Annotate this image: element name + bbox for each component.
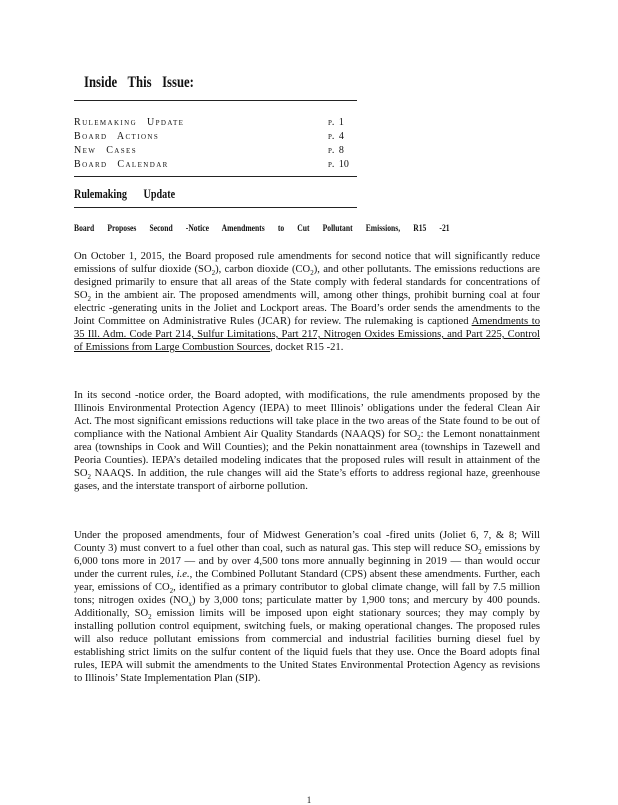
toc-item-page: p. 8 [328,145,344,156]
issue-title: Inside This Issue: [84,74,194,91]
toc-item-label: Board Actions [74,131,160,142]
toc-item-page: p. 1 [328,117,344,128]
article-paragraph: On October 1, 2015, the Board proposed rule amendments for second notice that will significantly reduce emissions of sulfur dioxide $(SO_2)$, carbon dioxide $(CO_2)$, and other pollutants. The emissions reductions are designed primarily to ensure that all areas of the State comply with federal standards for concentrations of $SO_2$ in the ambient air. The proposed amendments will, among other things, prohibit burning coal at four electric -generating units in the Joliet and Lockport areas. The Board’s order sends the amendments to the Joint Committee on Administrative Rules (JCAR) for review. The rulemaking is captioned Amendments to 35 Ill. Adm. Code Part 214, Sulfur Limitations, Part 217, Nitrogen Oxides Emissions, and Part 225, Control of Emissions from Large Combustion Sources, docket R15 -21. [74,251,540,353]
divider-line [74,176,357,177]
rulemaking-caption: Amendments to 35 Ill. Adm. Code Part 214, Sulfur Limitations, Part 217, Nitrogen Oxides Emissions, and Part 225, Control of Emissions from Large Combustion Sources [74,316,540,353]
toc-item-label: New Cases [74,145,137,156]
toc-item[interactable] [74,158,364,172]
divider-line [74,207,357,208]
divider-line [74,100,357,101]
toc-item[interactable] [74,116,364,130]
table-of-contents [74,116,364,172]
section-heading: Rulemaking Update [74,186,176,201]
page-number: 1 [306,795,312,805]
toc-item-label: Rulemaking Update [74,117,185,128]
toc-item[interactable] [74,144,364,158]
toc-item-page: p. 4 [328,131,344,142]
article-paragraph: In its second -notice order, the Board adopted, with modifications, the rule amendments proposed by the Illinois Environmental Protection Agency (IEPA) to meet Illinois’ obligations under the federal Clean Air Act. The most significant emissions reductions will take place in the two areas of the State found to be out of compliance with the National Ambient Air Quality Standards (NAAQS) for $SO_2$: the Lemont nonattainment area (townships in Cook and Will Counties); and the Pekin nonattainment area (townships in Tazewell and Peoria Counties). IEPA’s detailed modeling indicates that the proposed rules will result in attainment of the $SO_2$ NAAQS. In addition, the rule changes will aid the State’s efforts to address regional haze, greenhouse gases, and the interstate transport of airborne pollution. [74,390,540,492]
toc-item-page: p. 10 [328,159,349,170]
toc-item-label: Board Calendar [74,159,169,170]
article-heading: Board Proposes Second -Notice Amendments to Cut Pollutant Emissions, R15 -21 [74,224,450,234]
toc-item[interactable] [74,130,364,144]
article-paragraph: Under the proposed amendments, four of Midwest Generation’s coal -fired units (Joliet 6, 7, & 8; Will County 3) must convert to a fuel other than coal, such as natural gas. This step will reduce $SO_2$ emissions by 6,000 tons more in 2017 — and by over 4,500 tons more annually beginning in 2019 — than would occur under the current rules, i.e., the Combined Pollutant Standard (CPS) absent these amendments. Further, each year, emissions of $CO_2$, identified as a primary contributor to global climate change, will fall by 7.5 million tons; nitrogen oxides $(NO_x)$ by 3,000 tons; particulate matter by 1,900 tons; and mercury by 400 pounds. Additionally, $SO_2$ emission limits will be imposed upon eight stationary sources; they may comply by installing pollution control equipment, switching fuels, or making operational changes. The proposed rules will also reduce pollutant emissions from commercial and industrial facilities burning diesel fuel by establishing strict limits on the sulfur content of the liquid fuels that they use. Once the Board adopts final rules, IEPA will submit the amendments to the United States Environmental Protection Agency as revisions to Illinois’ State Implementation Plan (SIP). [74,530,541,684]
